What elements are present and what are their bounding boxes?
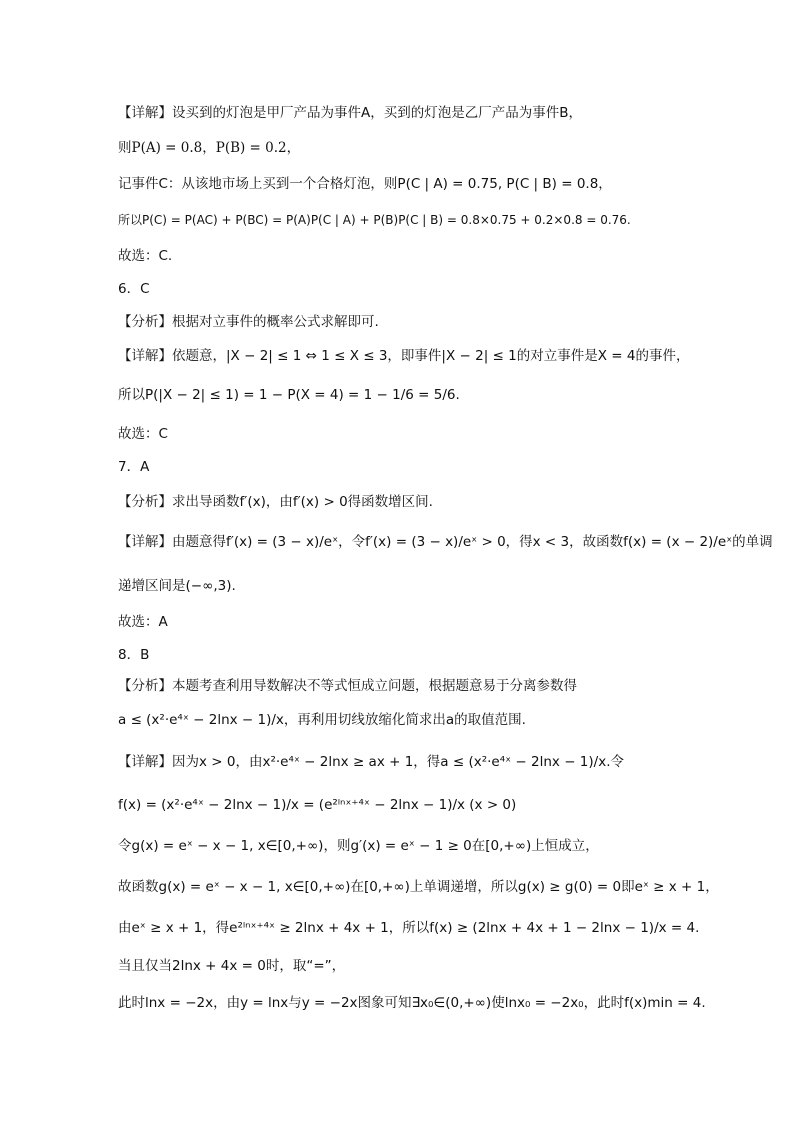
line-10-text: 故选：C — [118, 426, 168, 442]
line-6 — [118, 279, 150, 299]
line-7-text: 根据对立事件的概率公式求解即可. — [172, 314, 379, 330]
line-25 — [118, 993, 706, 1013]
line-12 — [118, 492, 433, 512]
line-24-text: 当且仅当2lnx + 4x = 0时，取“=”， — [118, 958, 346, 974]
line-9 — [118, 385, 460, 405]
line-19 — [118, 752, 624, 772]
line-22-text: 故函数g(x) = eˣ − x − 1, x∈[0,+∞)在[0,+∞)上单调递增，所以g(x) ≥ g(0) = 0即eˣ ≥ x + 1， — [118, 879, 719, 895]
question-6-heading: 6．C — [118, 281, 150, 297]
label-xiangjie: 【详解】 — [118, 534, 172, 550]
question-8-heading: 8．B — [118, 647, 150, 663]
line-12-text: 求出导函数f′(x)，由f′(x) > 0得函数增区间. — [172, 494, 433, 510]
line-2-text: 则P(A) = 0.8，P(B) = 0.2， — [118, 140, 301, 156]
label-xiangjie: 【详解】 — [118, 754, 172, 770]
line-8 — [118, 346, 689, 366]
line-16 — [118, 645, 149, 665]
line-25-text: 此时lnx = −2x，由y = lnx与y = −2x图象可知∃x₀∈(0,+∞)使lnx₀ = −2x₀，此时f(x)min = 4. — [118, 995, 706, 1011]
line-21-text: 令g(x) = eˣ − x − 1, x∈[0,+∞)，则g′(x) = eˣ − 1 ≥ 0在[0,+∞)上恒成立， — [118, 838, 599, 854]
line-14 — [118, 576, 236, 596]
line-15 — [118, 612, 168, 632]
line-23 — [118, 918, 699, 938]
line-5 — [118, 246, 172, 266]
line-10 — [118, 424, 168, 444]
line-4 — [118, 210, 631, 230]
line-7 — [118, 312, 379, 332]
line-13 — [118, 532, 773, 552]
line-17 — [118, 676, 577, 696]
line-23-text: 由eˣ ≥ x + 1，得e²ˡⁿˣ⁺⁴ˣ ≥ 2lnx + 4x + 1，所以f(x) ≥ (2lnx + 4x + 1 − 2lnx − 1)/x = 4. — [118, 920, 700, 936]
line-2 — [118, 138, 300, 158]
line-1-text: 设买到的灯泡是甲厂产品为事件A，买到的灯泡是乙厂产品为事件B， — [172, 105, 582, 121]
line-3 — [118, 174, 612, 194]
line-11 — [118, 457, 149, 477]
line-9-text: 所以P(|X − 2| ≤ 1) = 1 − P(X = 4) = 1 − 1/6 = 5/6. — [118, 387, 460, 403]
label-fenxi: 【分析】 — [118, 314, 172, 330]
line-18 — [118, 710, 526, 730]
line-13-text: 由题意得f′(x) = (3 − x)/eˣ，令f′(x) = (3 − x)/eˣ > 0，得x < 3，故函数f(x) = (x − 2)/eˣ的单调 — [172, 534, 773, 550]
line-21 — [118, 836, 599, 856]
label-xiangjie: 【详解】 — [118, 105, 172, 121]
line-5-text: 故选：C. — [118, 248, 173, 264]
line-15-text: 故选：A — [118, 614, 168, 630]
label-xiangjie: 【详解】 — [118, 348, 172, 364]
line-4-text: 所以P(C) = P(AC) + P(BC) = P(A)P(C | A) + P(B)P(C | B) = 0.8×0.75 + 0.2×0.8 = 0.76. — [118, 213, 631, 227]
line-20 — [118, 795, 516, 815]
line-14-text: 递增区间是(−∞,3). — [118, 578, 236, 594]
line-24 — [118, 956, 345, 976]
line-17-text: 本题考查利用导数解决不等式恒成立问题，根据题意易于分离参数得 — [172, 678, 577, 694]
line-22 — [118, 877, 719, 897]
line-19-text: 因为x > 0，由x²·e⁴ˣ − 2lnx ≥ ax + 1，得a ≤ (x²·e⁴ˣ − 2lnx − 1)/x.令 — [172, 754, 624, 770]
line-20-text: f(x) = (x²·e⁴ˣ − 2lnx − 1)/x = (e²ˡⁿˣ⁺⁴ˣ − 2lnx − 1)/x (x > 0) — [118, 797, 517, 813]
line-3-text: 记事件C：从该地市场上买到一个合格灯泡，则P(C | A) = 0.75, P(C | B) = 0.8， — [118, 176, 612, 192]
line-1 — [118, 103, 582, 123]
label-fenxi: 【分析】 — [118, 678, 172, 694]
line-18-text: a ≤ (x²·e⁴ˣ − 2lnx − 1)/x，再利用切线放缩化简求出a的取值范围. — [118, 712, 526, 728]
question-7-heading: 7．A — [118, 459, 150, 475]
label-fenxi: 【分析】 — [118, 494, 172, 510]
line-8-text: 依题意，|X − 2| ≤ 1 ⇔ 1 ≤ X ≤ 3，即事件|X − 2| ≤ 1的对立事件是X = 4的事件， — [172, 348, 690, 364]
